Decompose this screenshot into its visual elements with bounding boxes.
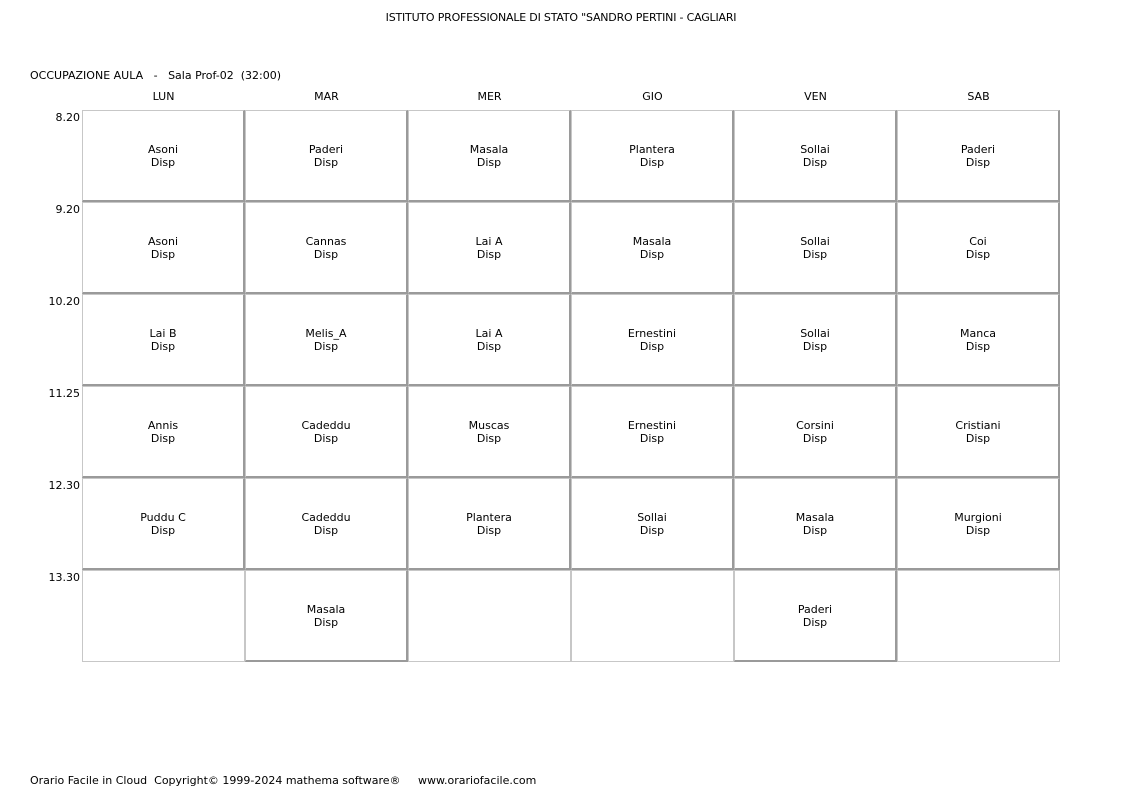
availability-note: Disp — [313, 247, 339, 261]
teacher-name: Lai A — [475, 326, 503, 340]
timetable-cell — [571, 294, 734, 386]
day-header-lun: LUN — [152, 90, 175, 103]
timetable-cell — [897, 294, 1060, 386]
timetable-cell — [245, 202, 408, 294]
teacher-name: Masala — [632, 234, 672, 248]
timetable-cell — [82, 386, 245, 478]
school-title: ISTITUTO PROFESSIONALE DI STATO "SANDRO PERTINI - CAGLIARI — [385, 11, 737, 24]
timetable-cell — [734, 294, 897, 386]
availability-note: Disp — [313, 155, 339, 169]
timetable-cell-empty — [571, 570, 734, 662]
teacher-name: Melis_A — [305, 326, 347, 340]
timetable-cell — [408, 294, 571, 386]
availability-note: Disp — [802, 155, 828, 169]
teacher-name: Sollai — [800, 234, 830, 248]
teacher-name: Cadeddu — [301, 418, 351, 432]
timetable-cell — [245, 570, 408, 662]
timetable-cell — [408, 478, 571, 570]
timetable-cell — [245, 294, 408, 386]
timetable-cell — [734, 570, 897, 662]
availability-note: Disp — [802, 339, 828, 353]
timetable-grid — [82, 110, 1060, 662]
teacher-name: Annis — [147, 418, 179, 432]
teacher-name: Manca — [960, 326, 996, 340]
teacher-name: Masala — [795, 510, 835, 524]
timetable-cell — [734, 202, 897, 294]
timetable-cell — [897, 110, 1060, 202]
teacher-name: Plantera — [466, 510, 512, 524]
availability-note: Disp — [313, 523, 339, 537]
timetable-cell — [408, 110, 571, 202]
teacher-name: Masala — [306, 602, 346, 616]
teacher-name: Lai A — [475, 234, 503, 248]
availability-note: Disp — [639, 155, 665, 169]
day-header-sab: SAB — [967, 90, 990, 103]
availability-note: Disp — [965, 155, 991, 169]
availability-note: Disp — [150, 247, 176, 261]
timetable-cell — [408, 386, 571, 478]
availability-note: Disp — [476, 155, 502, 169]
teacher-name: Murgioni — [954, 510, 1002, 524]
teacher-name: Asoni — [147, 234, 178, 248]
footer-website-link[interactable]: www.orariofacile.com — [418, 774, 537, 787]
teacher-name: Puddu C — [140, 510, 186, 524]
teacher-name: Sollai — [800, 142, 830, 156]
time-label: 9.20 — [55, 203, 80, 216]
day-header-ven: VEN — [804, 90, 827, 103]
time-label: 12.30 — [48, 479, 80, 492]
timetable-cell — [245, 110, 408, 202]
availability-note: Disp — [802, 615, 828, 629]
teacher-name: Cadeddu — [301, 510, 351, 524]
timetable-cell — [734, 110, 897, 202]
teacher-name: Paderi — [797, 602, 833, 616]
availability-note: Disp — [476, 339, 502, 353]
time-label: 11.25 — [48, 387, 80, 400]
availability-note: Disp — [639, 339, 665, 353]
footer-copyright: Orario Facile in Cloud Copyright© 1999-2024 mathema software® — [30, 774, 401, 787]
timetable-cell-empty — [408, 570, 571, 662]
availability-note: Disp — [313, 431, 339, 445]
timetable-cell — [82, 478, 245, 570]
timetable-cell — [897, 202, 1060, 294]
timetable-cell — [571, 478, 734, 570]
teacher-name: Cristiani — [955, 418, 1001, 432]
teacher-name: Masala — [469, 142, 509, 156]
timetable-cell — [571, 110, 734, 202]
availability-note: Disp — [150, 431, 176, 445]
availability-note: Disp — [639, 431, 665, 445]
timetable-cell — [82, 294, 245, 386]
teacher-name: Plantera — [629, 142, 675, 156]
timetable-cell — [571, 386, 734, 478]
timetable-cell — [734, 478, 897, 570]
day-header-gio: GIO — [642, 90, 663, 103]
timetable-cell-empty — [82, 570, 245, 662]
timetable-cell — [82, 110, 245, 202]
teacher-name: Asoni — [147, 142, 178, 156]
availability-note: Disp — [313, 615, 339, 629]
teacher-name: Paderi — [308, 142, 344, 156]
teacher-name: Cannas — [305, 234, 347, 248]
availability-note: Disp — [965, 431, 991, 445]
timetable-cell — [408, 202, 571, 294]
timetable-cell — [82, 202, 245, 294]
time-label: 13.30 — [48, 571, 80, 584]
availability-note: Disp — [476, 247, 502, 261]
teacher-name: Corsini — [796, 418, 834, 432]
availability-note: Disp — [965, 339, 991, 353]
availability-note: Disp — [639, 523, 665, 537]
teacher-name: Paderi — [960, 142, 996, 156]
teacher-name: Sollai — [800, 326, 830, 340]
day-header-mer: MER — [477, 90, 502, 103]
availability-note: Disp — [313, 339, 339, 353]
room-occupancy-title: OCCUPAZIONE AULA - Sala Prof-02 (32:00) — [30, 69, 282, 82]
teacher-name: Ernestini — [627, 418, 677, 432]
availability-note: Disp — [476, 523, 502, 537]
teacher-name: Sollai — [637, 510, 667, 524]
timetable-cell — [897, 386, 1060, 478]
teacher-name: Coi — [969, 234, 987, 248]
timetable-cell — [571, 202, 734, 294]
footer — [30, 774, 536, 787]
teacher-name: Lai B — [149, 326, 177, 340]
availability-note: Disp — [150, 155, 176, 169]
teacher-name: Muscas — [468, 418, 510, 432]
timetable-cell-empty — [897, 570, 1060, 662]
availability-note: Disp — [150, 523, 176, 537]
timetable-cell — [245, 478, 408, 570]
availability-note: Disp — [802, 247, 828, 261]
time-label: 8.20 — [55, 111, 80, 124]
availability-note: Disp — [802, 431, 828, 445]
availability-note: Disp — [802, 523, 828, 537]
availability-note: Disp — [965, 247, 991, 261]
availability-note: Disp — [476, 431, 502, 445]
timetable-cell — [734, 386, 897, 478]
time-label: 10.20 — [48, 295, 80, 308]
teacher-name: Ernestini — [627, 326, 677, 340]
timetable-cell — [245, 386, 408, 478]
day-header-mar: MAR — [314, 90, 339, 103]
availability-note: Disp — [965, 523, 991, 537]
availability-note: Disp — [639, 247, 665, 261]
availability-note: Disp — [150, 339, 176, 353]
timetable-cell — [897, 478, 1060, 570]
